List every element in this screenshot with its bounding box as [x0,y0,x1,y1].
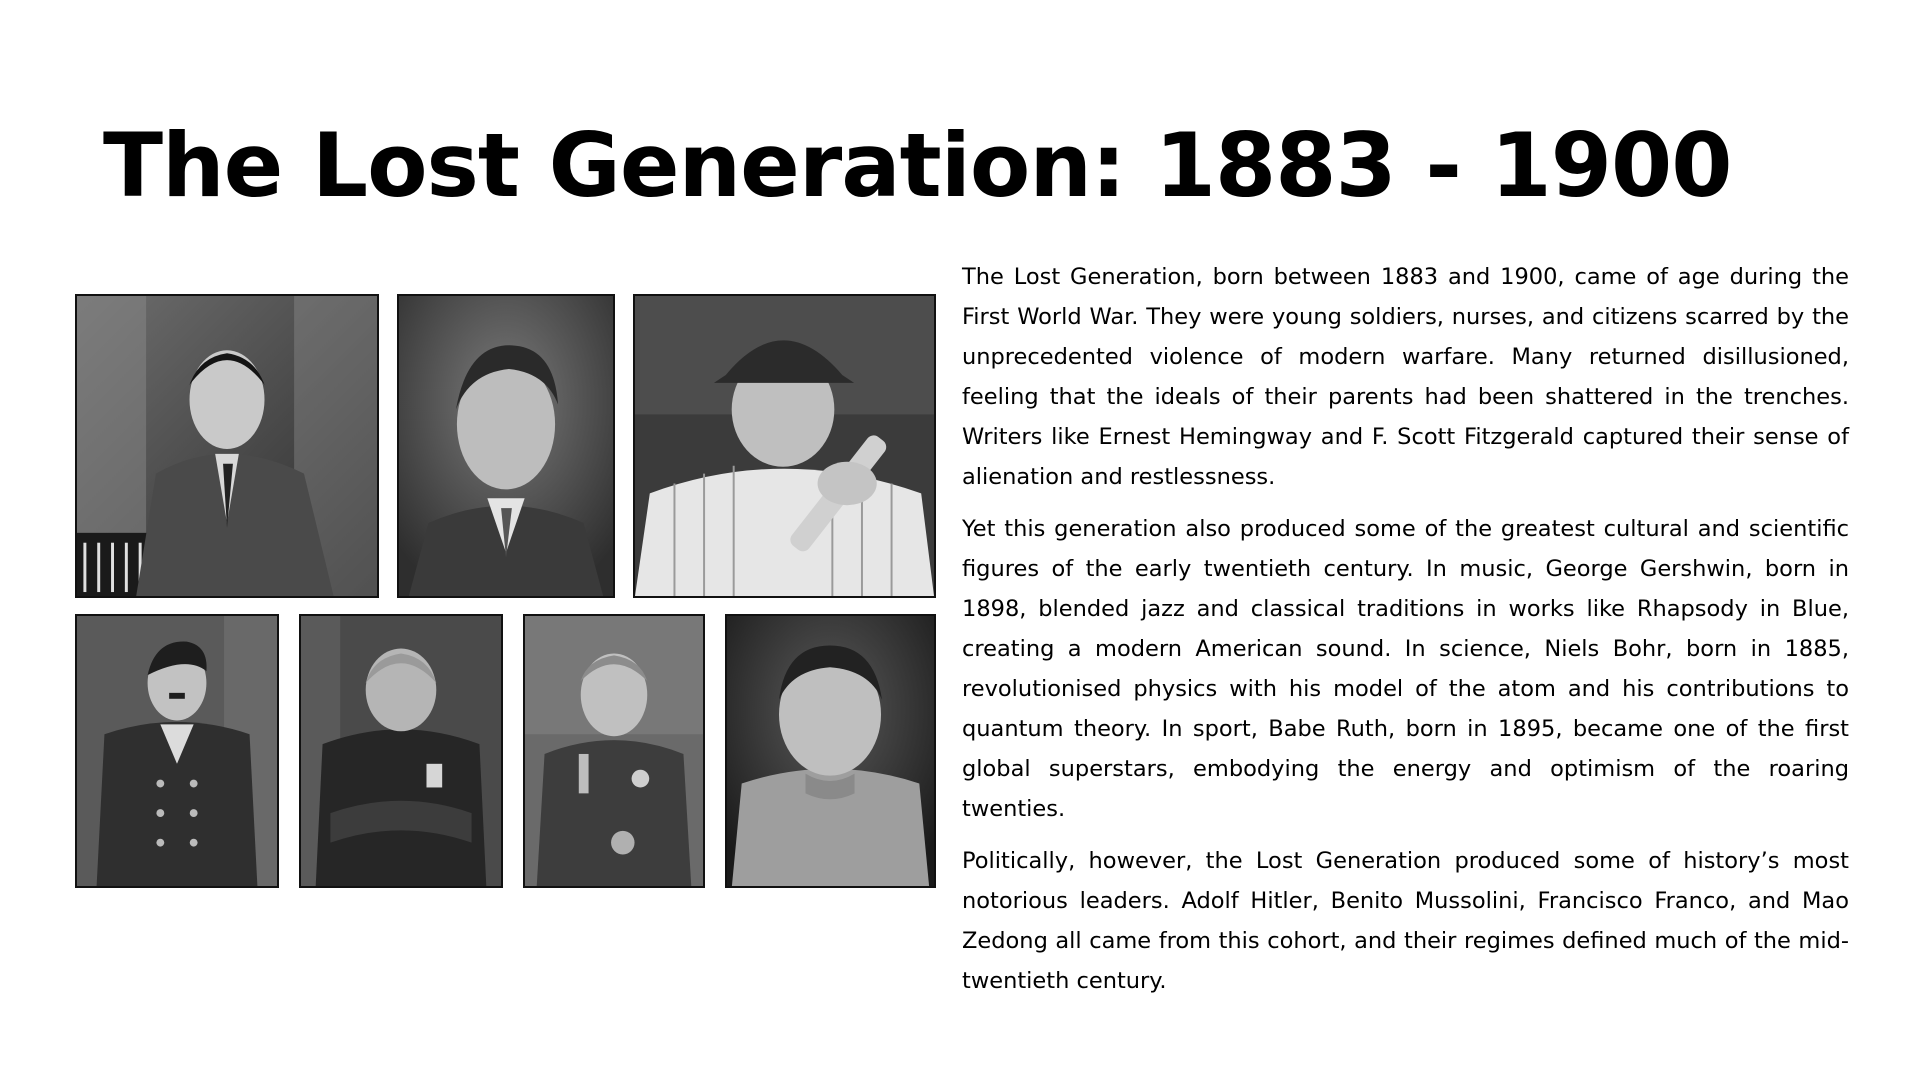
body-text [962,257,1849,1013]
portrait-bohr [397,294,615,598]
portrait-mao [725,614,936,888]
paragraph-intro: The Lost Generation, born between 1883 and 1900, came of age during the First World War. They were young soldiers, nurses, and citizens scarred by the unprecedented violence of modern warfare. Many returned disillusioned, feeling that the ideals of their parents had been shattered in the trenches. Writers like Ernest Hemingway and F. Scott Fitzgerald captured their sense of alienation and restlessness. [962,264,1849,490]
paragraph-culture: Yet this generation also produced some of the greatest cultural and scientific figures of the early twentieth century. In music, George Gershwin, born in 1898, blended jazz and classical traditions in works like Rhapsody in Blue, creating a modern American sound. In science, Niels Bohr, born in 1885, revolutionised physics with his model of the atom and his contributions to quantum theory. In sport, Babe Ruth, born in 1895, became one of the first global superstars, embodying the energy and optimism of the roaring twenties. [962,516,1849,822]
portrait-ruth [633,294,936,598]
portrait-hitler [75,614,279,888]
slide-title: The Lost Generation: 1883 - 1900 [103,114,1732,217]
portrait-gershwin [75,294,379,598]
portrait-franco [523,614,705,888]
paragraph-politics: Politically, however, the Lost Generation produced some of history’s most notorious leaders. Adolf Hitler, Benito Mussolini, Francisco Franco, and Mao Zedong all came from this cohort, and their regimes defined much of the mid-twentieth century. [962,848,1849,994]
portrait-mussolini [299,614,503,888]
